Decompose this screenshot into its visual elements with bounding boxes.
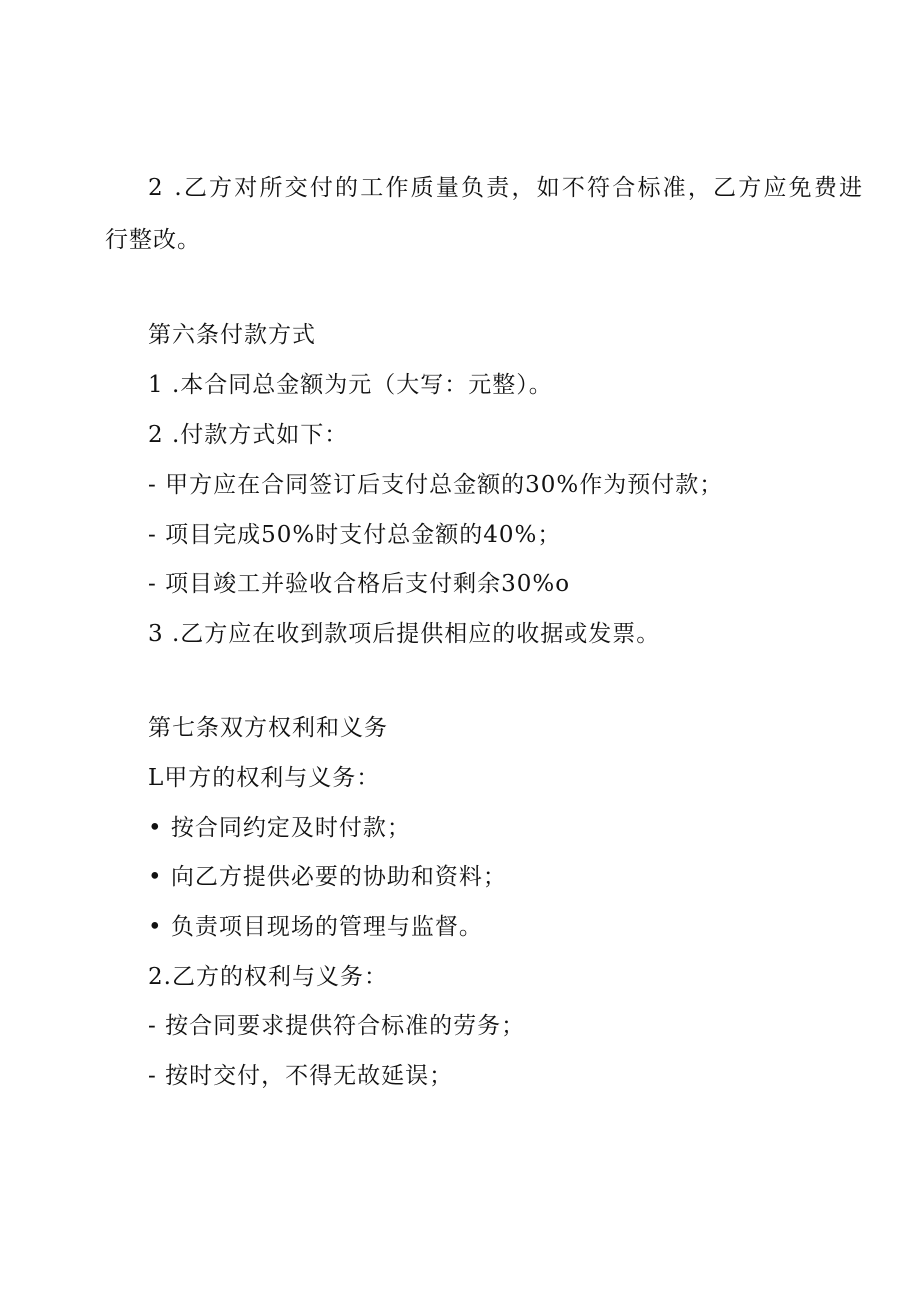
section7-item-1: L甲方的权利与义务： [148, 765, 381, 791]
section6-item-4: - 项目完成50%时支付总金额的40%； [148, 522, 562, 548]
section7-item-4: • 负责项目现场的管理与监督。 [148, 914, 483, 940]
clause5-item2-line2: 行整改。 [105, 227, 201, 253]
section6-item-3: - 甲方应在合同签订后支付总金额的30%作为预付款； [148, 472, 724, 498]
section6-item-1: 1 .本合同总金额为元（大写：元整）。 [148, 372, 553, 398]
section6-item-5: - 项目竣工并验收合格后支付剩余30%o [148, 571, 571, 597]
section6-heading: 第六条付款方式 [148, 322, 316, 348]
section7-item-2: • 按合同约定及时付款； [148, 815, 411, 841]
clause5-item2-line1: 2 .乙方对所交付的工作质量负责，如不符合标准，乙方应免费进 [148, 175, 865, 201]
section7-item-3: • 向乙方提供必要的协助和资料； [148, 864, 507, 890]
section7-item-5: 2.乙方的权利与义务： [148, 964, 388, 990]
section7-heading: 第七条双方权利和义务 [148, 715, 388, 741]
section7-item-6: - 按合同要求提供符合标准的劳务； [148, 1013, 526, 1039]
section6-item-6: 3 .乙方应在收到款项后提供相应的收据或发票。 [148, 621, 661, 647]
section7-item-7: - 按时交付，不得无故延误； [148, 1063, 454, 1089]
section6-item-2: 2 .付款方式如下： [148, 422, 349, 448]
